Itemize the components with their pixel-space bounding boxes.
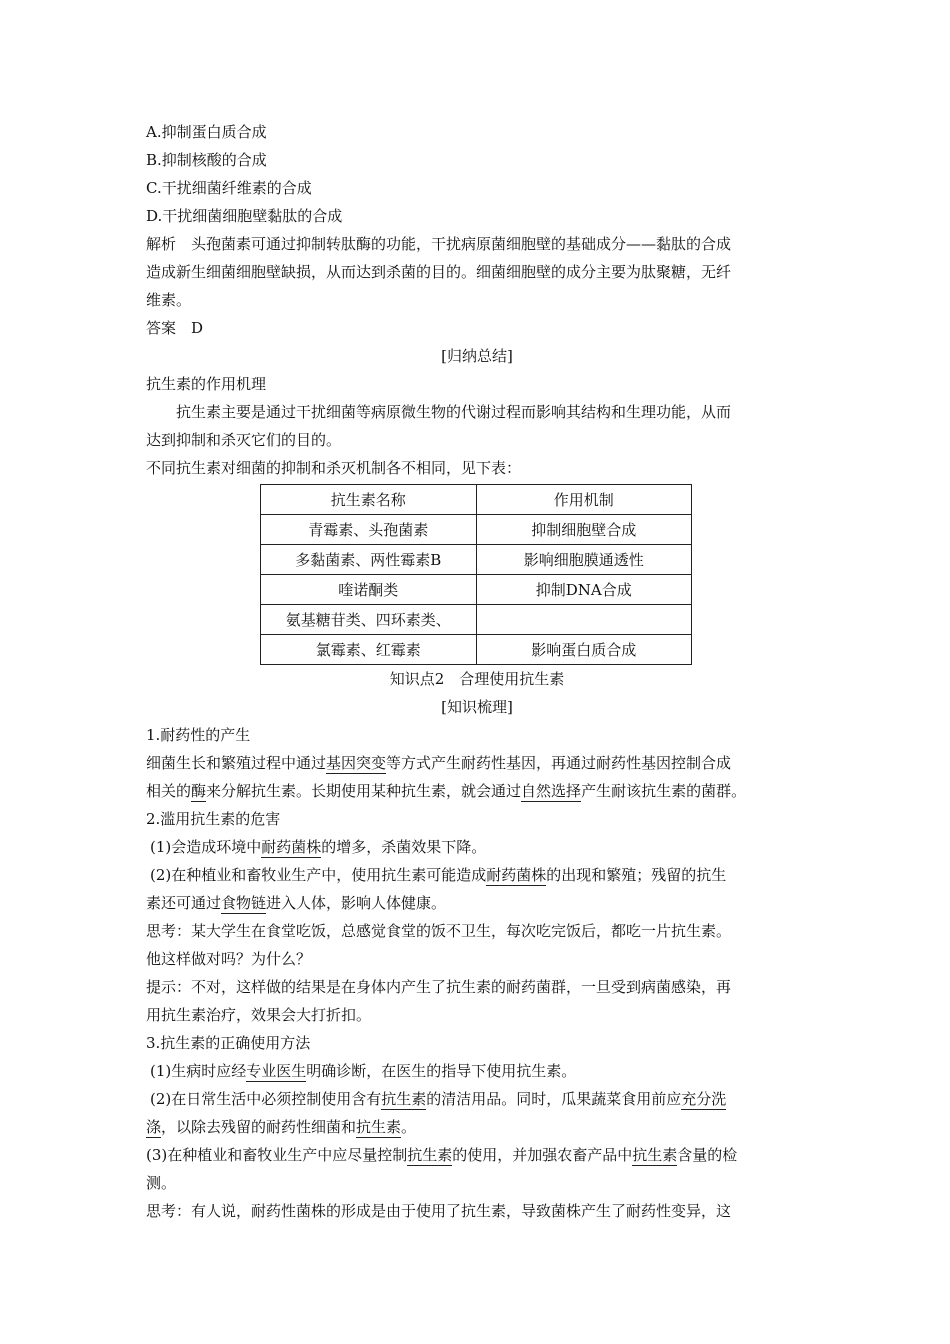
underlined-answer: 自然选择 (521, 782, 582, 800)
text: 含量的检 (677, 1146, 738, 1164)
section-2-hint-line-1: 提示：不对，这样做的结果是在身体内产生了抗生素的耐药菌群，一旦受到病菌感染，再 (146, 978, 732, 996)
text: 产生耐该抗生素的菌群。 (581, 782, 747, 800)
table-row (261, 605, 692, 635)
antibiotic-table (260, 484, 692, 665)
section-2-think-line-2: 他这样做对吗？为什么？ (146, 950, 312, 968)
option-a: A.抑制蛋白质合成 (146, 123, 267, 141)
text: (2)在种植业和畜牧业生产中，使用抗生素可能造成 (150, 866, 487, 884)
text: 素还可通过 (146, 894, 222, 912)
text: (2)在日常生活中必须控制使用含有 (150, 1090, 382, 1108)
table-cell: 氯霉素、红霉素 (261, 635, 477, 665)
underlined-answer: 充分洗 (681, 1090, 727, 1108)
underlined-answer: 抗生素 (407, 1146, 453, 1164)
underlined-answer: 抗生素 (632, 1146, 678, 1164)
section-3-point-1 (146, 1057, 808, 1085)
section-3-point-2-line-2 (146, 1113, 808, 1141)
underlined-answer: 专业医生 (246, 1062, 307, 1080)
table-row (261, 635, 692, 665)
analysis-line-3: 维素。 (146, 291, 192, 309)
text: 等方式产生耐药性基因，再通过耐药性基因控制合成 (386, 754, 732, 772)
section-2-point-2-line-1 (146, 861, 808, 889)
section-3-point-3-line-2: 测。 (146, 1174, 177, 1192)
underlined-answer: 抗生素 (381, 1090, 427, 1108)
text: 的使用，并加强农畜产品中 (452, 1146, 633, 1164)
section-2-think-line-1: 思考：某大学生在食堂吃饭，总感觉食堂的饭不卫生，每次吃完饭后，都吃一片抗生素。 (146, 922, 732, 940)
table-header-name: 抗生素名称 (261, 485, 477, 515)
table-intro: 不同抗生素对细菌的抑制和杀灭机制各不相同，见下表： (146, 459, 522, 477)
text: 相关的 (146, 782, 192, 800)
underlined-answer: 基因突变 (326, 754, 387, 772)
text: (1)生病时应经 (150, 1062, 247, 1080)
text: 来分解抗生素。长期使用某种抗生素，就会通过 (206, 782, 522, 800)
text: 。 (401, 1118, 417, 1136)
analysis-line-1: 解析 头孢菌素可通过抑制转肽酶的功能，干扰病原菌细胞壁的基础成分——黏肽的合成 (146, 235, 732, 253)
option-b: B.抑制核酸的合成 (146, 151, 267, 169)
summary-header: [归纳总结] (441, 347, 513, 365)
table-header-mechanism: 作用机制 (476, 485, 692, 515)
text: 的增多，杀菌效果下降。 (321, 838, 487, 856)
table-cell (476, 605, 692, 635)
section-3-title: 3.抗生素的正确使用方法 (146, 1034, 311, 1052)
underlined-answer: 食物链 (221, 894, 267, 912)
text: (3)在种植业和畜牧业生产中应尽量控制 (146, 1146, 408, 1164)
table-cell: 抑制细胞壁合成 (476, 515, 692, 545)
underlined-answer: 耐药菌株 (261, 838, 322, 856)
text: 明确诊断，在医生的指导下使用抗生素。 (306, 1062, 577, 1080)
knowledge-header: [知识梳理] (441, 698, 513, 716)
table-row (261, 545, 692, 575)
mechanism-para-line-2: 达到抑制和杀灭它们的目的。 (146, 431, 342, 449)
section-2-hint-line-2: 用抗生素治疗，效果会大打折扣。 (146, 1006, 372, 1024)
section-3-think-line-1: 思考：有人说，耐药性菌株的形成是由于使用了抗生素，导致菌株产生了耐药性变异，这 (146, 1202, 732, 1220)
underlined-answer: 涤 (146, 1118, 162, 1136)
table-cell: 多黏菌素、两性霉素B (261, 545, 477, 575)
text: 的出现和繁殖；残留的抗生 (546, 866, 727, 884)
text: 细菌生长和繁殖过程中通过 (146, 754, 327, 772)
section-2-point-1 (146, 833, 808, 861)
analysis-line-2: 造成新生细菌细胞壁缺损，从而达到杀菌的目的。细菌细胞壁的成分主要为肽聚糖，无纤 (146, 263, 732, 281)
table-row (261, 575, 692, 605)
section-1-title: 1.耐药性的产生 (146, 726, 251, 744)
section-1-line-1 (146, 749, 808, 777)
text: ，以除去残留的耐药性细菌和 (161, 1118, 357, 1136)
section-3-point-2-line-1 (146, 1085, 808, 1113)
text: 的清洁用品。同时，瓜果蔬菜食用前应 (426, 1090, 682, 1108)
section-2-point-2-line-2 (146, 889, 808, 917)
section-1-line-2 (146, 777, 808, 805)
section-3-point-3-line-1 (146, 1141, 808, 1169)
table-row (261, 515, 692, 545)
document-page (146, 118, 808, 1225)
text: (1)会造成环境中 (150, 838, 262, 856)
knowledge-point-title: 知识点2 合理使用抗生素 (389, 670, 565, 688)
table-header-row (261, 485, 692, 515)
answer: 答案 D (146, 319, 204, 337)
table-cell: 影响蛋白质合成 (476, 635, 692, 665)
option-c: C.干扰细菌纤维素的合成 (146, 179, 312, 197)
text: 进入人体，影响人体健康。 (266, 894, 447, 912)
mechanism-para-line-1: 抗生素主要是通过干扰细菌等病原微生物的代谢过程而影响其结构和生理功能，从而 (176, 403, 732, 421)
option-d: D.干扰细菌细胞壁黏肽的合成 (146, 207, 343, 225)
underlined-answer: 酶 (191, 782, 207, 800)
table-cell: 氨基糖苷类、四环素类、 (261, 605, 477, 635)
table-cell: 影响细胞膜通透性 (476, 545, 692, 575)
table-cell: 喹诺酮类 (261, 575, 477, 605)
mechanism-title: 抗生素的作用机理 (146, 375, 267, 393)
section-2-title: 2.滥用抗生素的危害 (146, 810, 281, 828)
underlined-answer: 耐药菌株 (486, 866, 547, 884)
underlined-answer: 抗生素 (356, 1118, 402, 1136)
table-cell: 青霉素、头孢菌素 (261, 515, 477, 545)
table-cell: 抑制DNA合成 (476, 575, 692, 605)
